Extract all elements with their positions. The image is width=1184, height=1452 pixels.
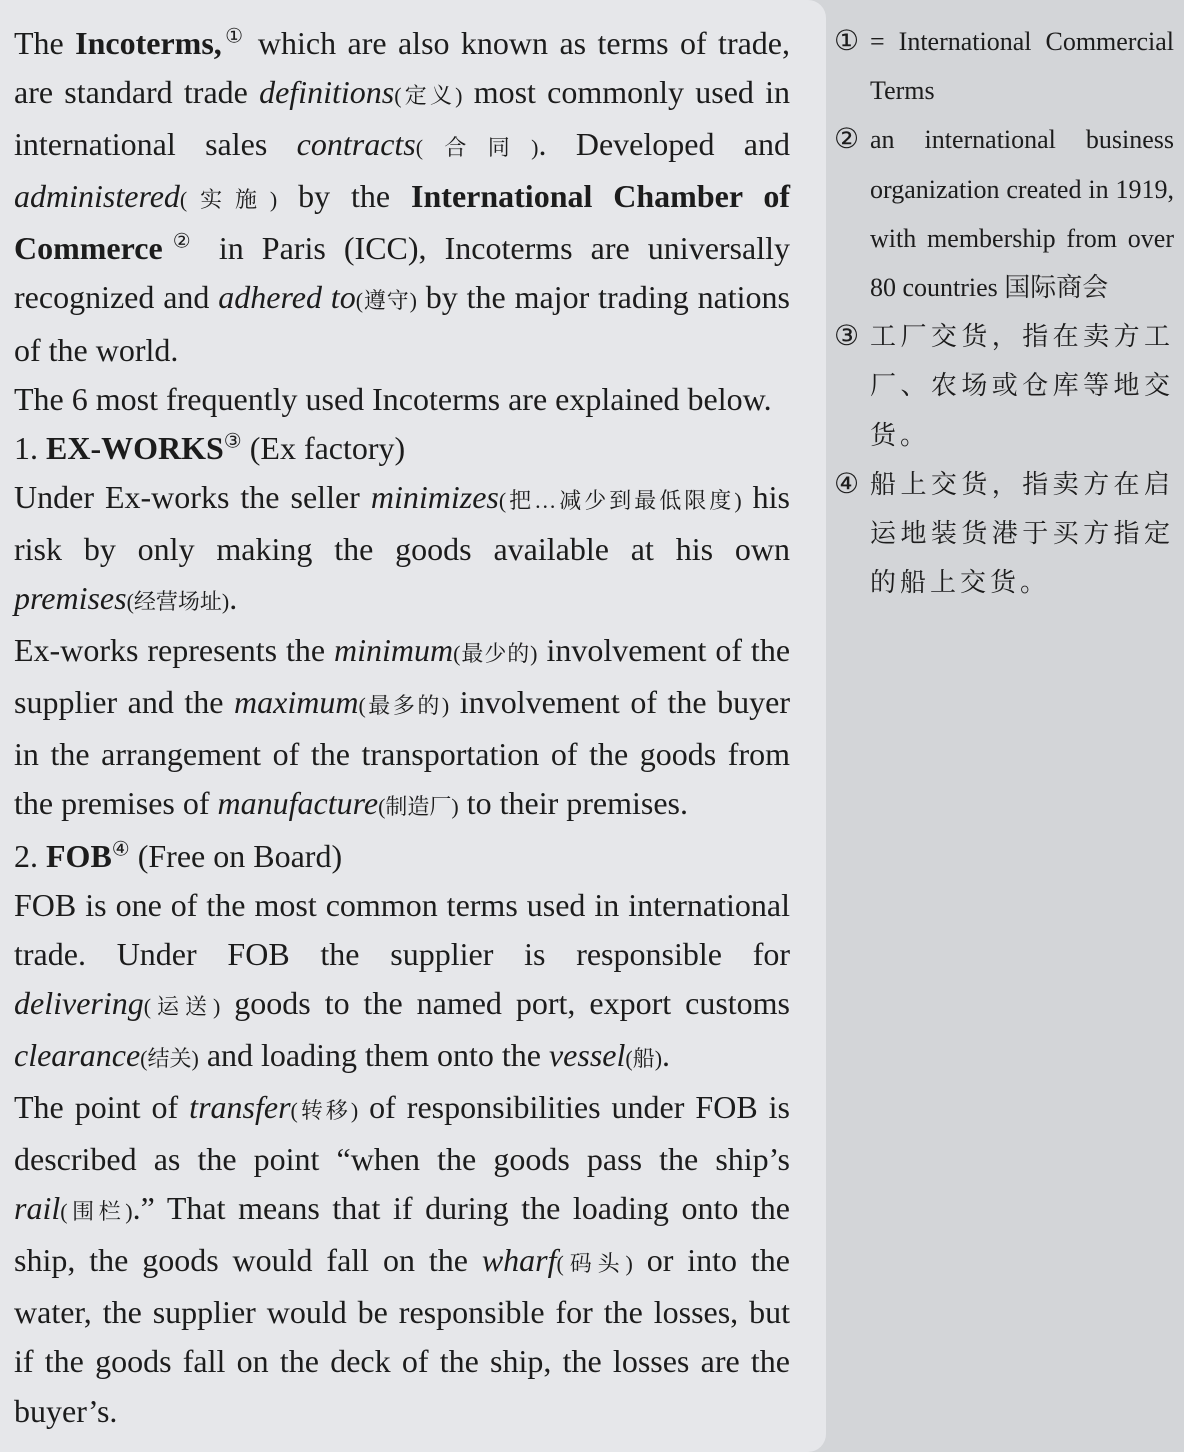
footnote-2: [834, 115, 1174, 312]
footnote-4: [834, 460, 1174, 608]
intro-paragraph: [14, 19, 790, 375]
text: of responsibilities under FOB is described as the point “when the goods pass the ship’s: [14, 1088, 791, 1178]
text: The point of: [14, 1088, 190, 1125]
vocab-word: wharf: [481, 1242, 557, 1279]
vocab-word: delivering: [14, 984, 144, 1021]
footnote-ref-4: ④: [111, 837, 130, 860]
vocab-gloss: (船): [625, 1045, 663, 1071]
footnote-number: ③: [834, 321, 860, 353]
vocab-gloss: (定义): [394, 83, 463, 109]
vocab-gloss: (合同): [415, 135, 539, 161]
fob-paragraph-2: [14, 1083, 790, 1436]
fob-paragraph-1: [14, 881, 790, 1083]
section-subtitle: (Free on Board): [129, 837, 343, 874]
footnote-ref-1: ①: [221, 25, 247, 48]
text: FOB is one of the most common terms used in international trade. Under FOB the supplier is responsible for: [14, 886, 790, 972]
vocab-gloss: (把…减少到最低限度): [498, 487, 742, 513]
section-number: 1.: [14, 429, 46, 466]
footnote-ref-2: ②: [162, 230, 201, 253]
footnotes-sidebar: [834, 17, 1174, 607]
vocab-word: adhered to: [218, 279, 356, 316]
text: in Paris (ICC), Incoterms are universally recognized and: [14, 230, 790, 316]
vocab-gloss: (码头): [556, 1251, 633, 1277]
vocab-gloss: (实施): [179, 187, 278, 213]
text: involvement of the buyer in the arrangement of the transportation of the goods from the premises of: [14, 684, 791, 822]
text: or into the water, the supplier would be responsible for the losses, but if the goods fall on the deck of the ship, the losses are the buyer’s.: [14, 1242, 791, 1429]
footnote-number: ②: [834, 124, 860, 156]
vocab-gloss: (运送): [143, 993, 221, 1019]
vocab-gloss: (遵守): [355, 288, 417, 314]
footnote-text: = International Commercial Terms: [870, 27, 1174, 106]
section-number: 2.: [14, 837, 46, 874]
vocab-word: rail: [14, 1190, 61, 1227]
footnote-3: [834, 312, 1174, 460]
text: to their premises.: [458, 785, 688, 822]
text: .: [662, 1036, 671, 1073]
text: Under Ex-works the seller: [14, 478, 371, 515]
section-heading-fob: [14, 832, 790, 881]
text: involvement of the supplier and the: [14, 632, 791, 721]
section-term: EX-WORKS: [46, 429, 224, 466]
vocab-gloss: (制造厂): [378, 794, 459, 820]
text: . Developed and: [538, 126, 790, 163]
footnote-number: ④: [834, 468, 860, 500]
text: .: [229, 580, 238, 617]
text: by the: [277, 178, 412, 215]
vocab-word: minimizes: [370, 478, 499, 515]
vocab-word: premises: [14, 580, 127, 617]
footnote-text: 工厂交货，指在卖方工厂、农场或仓库等地交货。: [870, 322, 1174, 450]
vocab-word: transfer: [189, 1088, 291, 1125]
vocab-word: manufacture: [217, 785, 379, 822]
overview-paragraph: The 6 most frequently used Incoterms are explained below.: [14, 380, 772, 417]
footnote-text: an international business organization created in 1919, with membership from over 80 countries 国际商会: [870, 125, 1174, 303]
text: and loading them onto the: [198, 1036, 549, 1073]
vocab-gloss: (最少的): [453, 641, 538, 667]
vocab-word: maximum: [234, 684, 359, 721]
text: goods to the named port, export customs: [220, 984, 790, 1021]
text: The: [14, 25, 76, 61]
vocab-word: contracts: [296, 126, 416, 163]
vocab-word: clearance: [14, 1036, 141, 1073]
text: .” That means that if during the loading onto the ship, the goods would fall on the: [14, 1190, 791, 1279]
exworks-paragraph-2: [14, 626, 790, 831]
vocab-word: vessel: [548, 1036, 626, 1073]
footnote-number: ①: [834, 26, 860, 57]
text: his risk by only making the goods available at his own: [14, 478, 791, 567]
section-heading-exworks: [14, 424, 790, 473]
vocab-gloss: (经营场址): [126, 589, 230, 615]
text: most commonly used in international sales: [14, 74, 791, 163]
text: by the major trading nations of the world.: [14, 279, 791, 368]
footnote-text: 船上交货，指卖方在启运地装货港于买方指定的船上交货。: [870, 469, 1174, 598]
vocab-word: administered: [14, 178, 180, 215]
vocab-gloss: (转移): [290, 1097, 359, 1123]
vocab-word: definitions: [259, 74, 395, 111]
footnote-ref-3: ③: [223, 430, 242, 453]
footnote-1: [834, 17, 1174, 115]
text: Ex-works represents the: [14, 632, 335, 669]
vocab-gloss: (围栏): [60, 1199, 133, 1225]
term-incoterms: Incoterms,: [75, 25, 222, 61]
section-subtitle: (Ex factory): [241, 429, 406, 466]
exworks-paragraph-1: [14, 473, 790, 626]
vocab-word: minimum: [334, 632, 454, 669]
text: which are also known as terms of trade, are standard trade: [14, 25, 791, 111]
vocab-gloss: (最多的): [358, 693, 450, 719]
term-icc: International Chamber of Commerce: [14, 178, 791, 267]
section-term: FOB: [46, 837, 112, 874]
vocab-gloss: (结关): [140, 1045, 199, 1071]
